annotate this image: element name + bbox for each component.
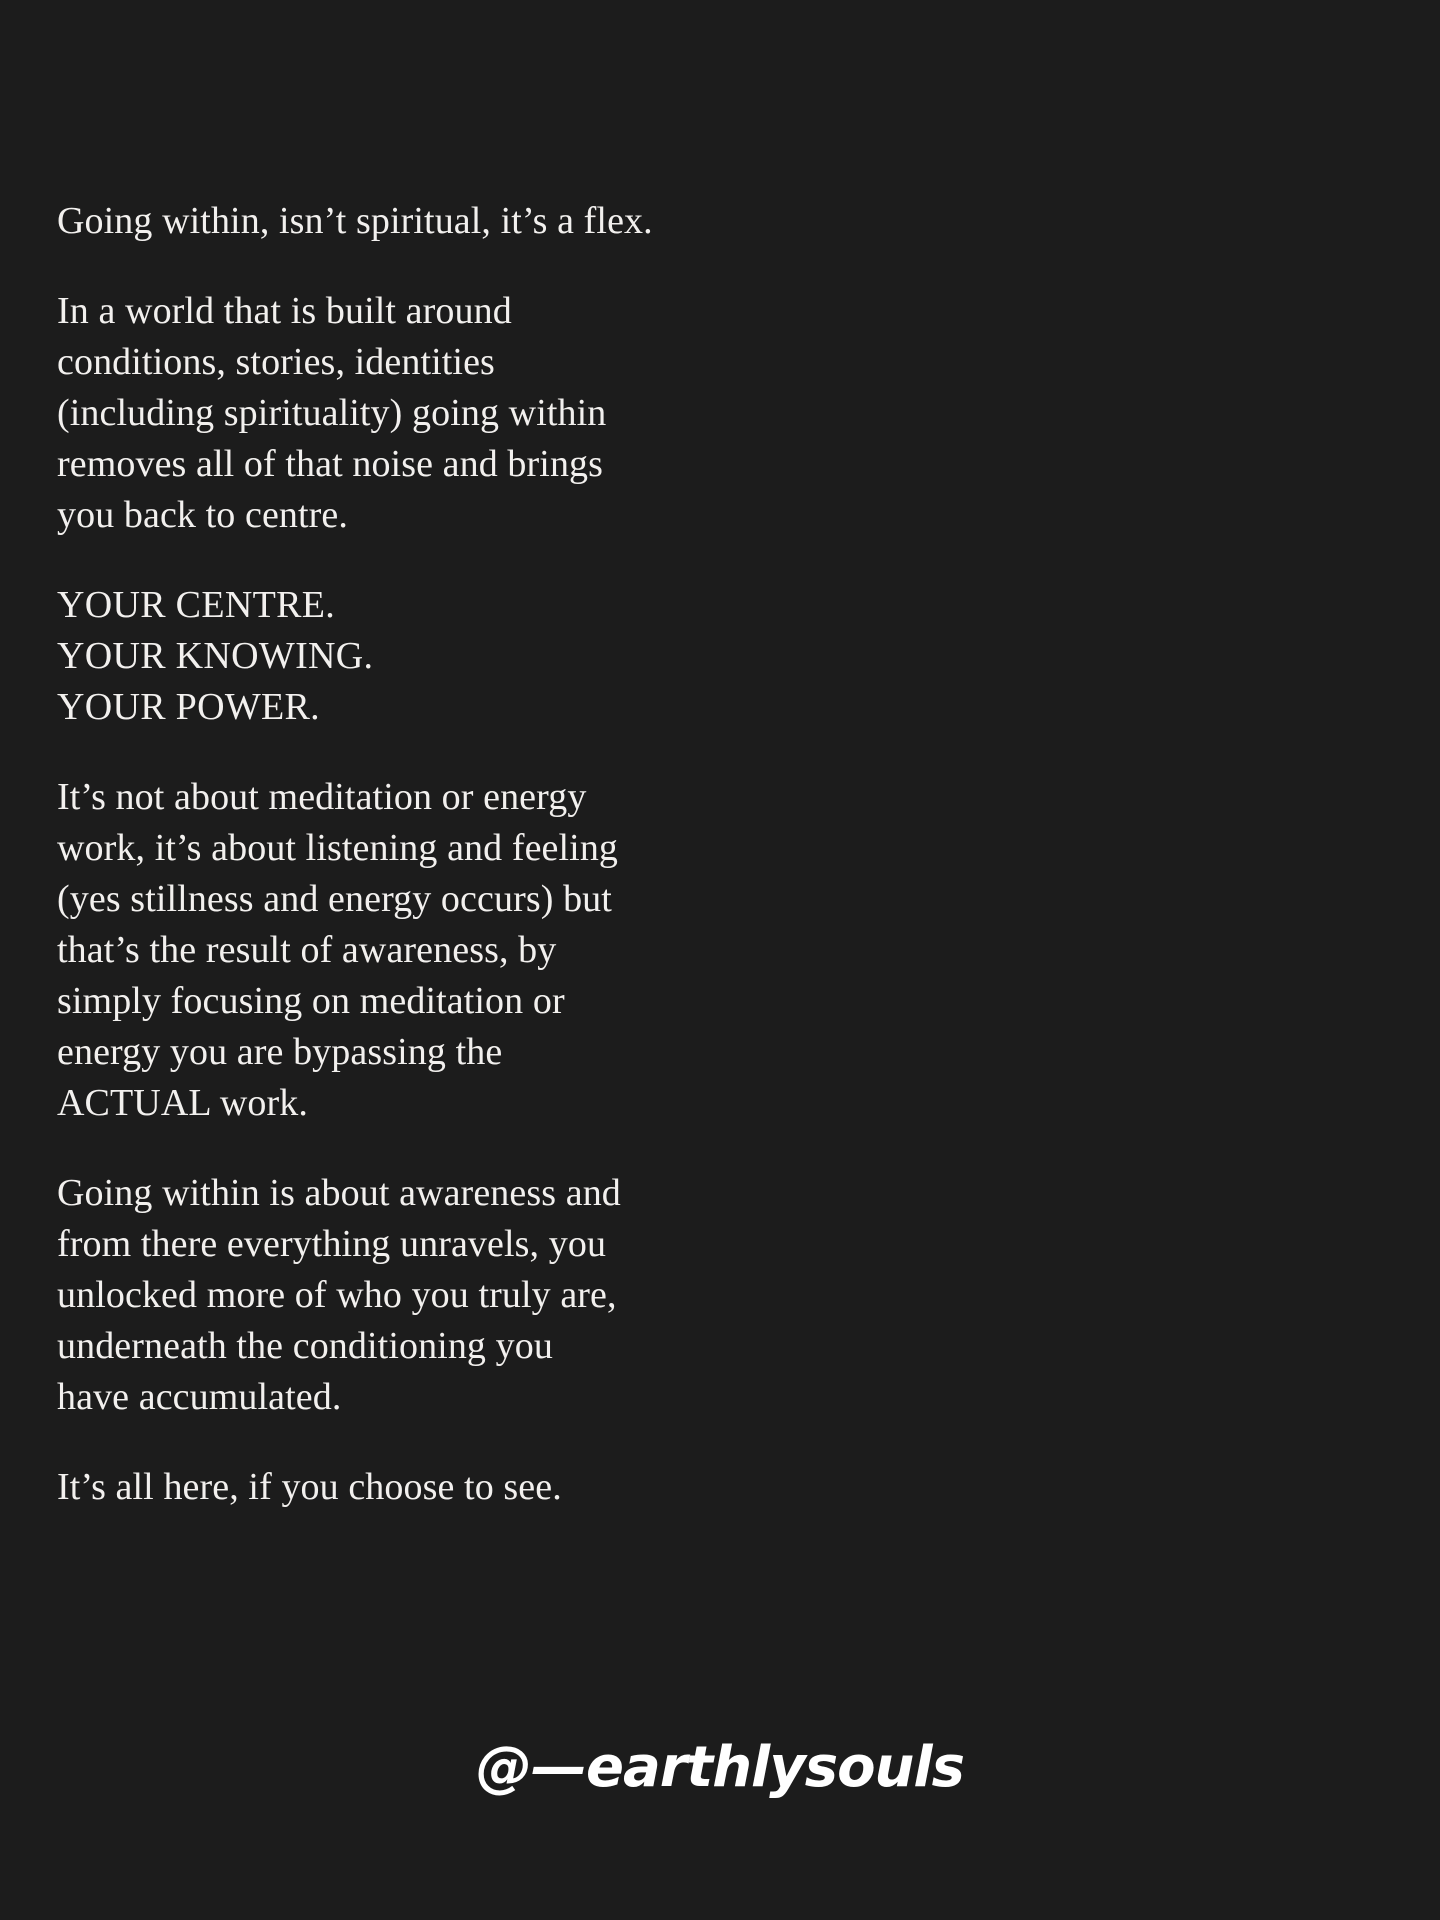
post-body — [57, 196, 817, 1513]
paragraph-not-about-meditation: It’s not about meditation or energy work, it’s about listening and feeling (yes stillness and energy occurs) but that’s the result of awareness, by simply focusing on meditation or energy you are bypassing the ACTUAL work. — [57, 776, 619, 1124]
paragraph-closing: It’s all here, if you choose to see. — [57, 1466, 562, 1508]
paragraph-opening: Going within, isn’t spiritual, it’s a flex. — [57, 200, 653, 242]
paragraph-awareness: Going within is about awareness and from there everything unravels, you unlocked more of who you truly are, underneath the conditioning you have accumulated. — [57, 1172, 621, 1418]
paragraph-world: In a world that is built around conditions, stories, identities (including spirituality) going within removes all of that noise and brings you back to centre. — [57, 290, 607, 536]
paragraph-your-centre: YOUR CENTRE. YOUR KNOWING. YOUR POWER. — [57, 584, 374, 728]
account-handle: @—earthlysouls — [476, 1735, 964, 1800]
